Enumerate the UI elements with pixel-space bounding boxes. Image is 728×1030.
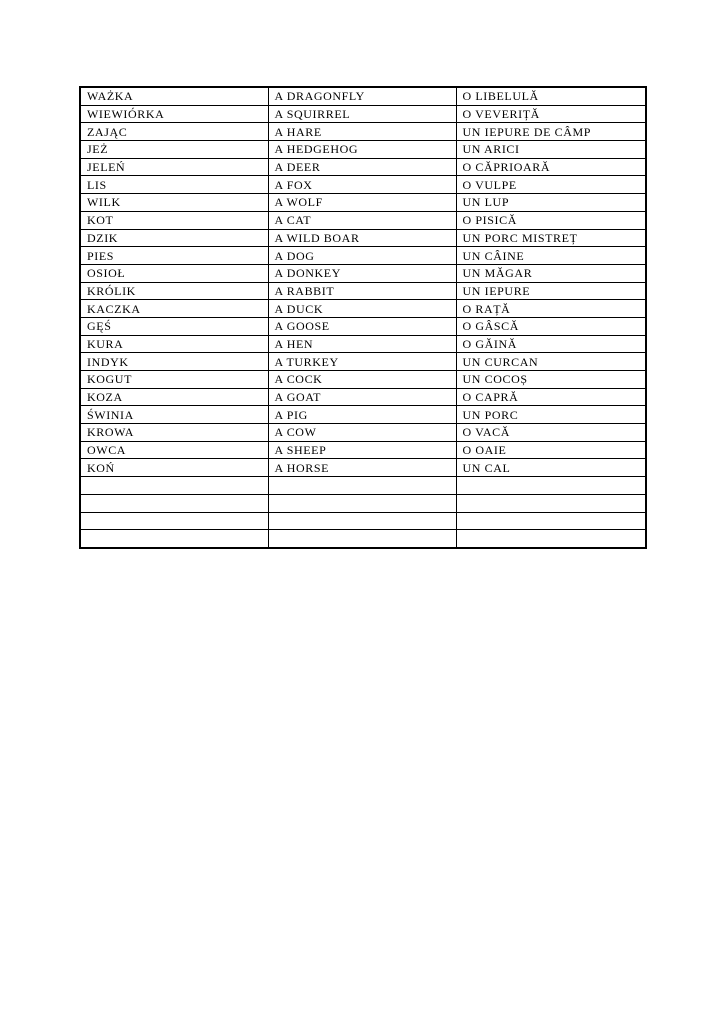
english-word-cell: A RABBIT bbox=[268, 282, 456, 300]
table-row bbox=[80, 176, 646, 194]
vocabulary-table-body bbox=[80, 87, 646, 548]
polish-word-cell: ŚWINIA bbox=[80, 406, 268, 424]
english-word-cell: A SHEEP bbox=[268, 441, 456, 459]
polish-word-cell: WIEWIÓRKA bbox=[80, 105, 268, 123]
romanian-word-cell: UN MĂGAR bbox=[456, 264, 646, 282]
polish-word-cell: JELEŃ bbox=[80, 158, 268, 176]
polish-word-cell bbox=[80, 477, 268, 495]
table-row bbox=[80, 247, 646, 265]
table-row bbox=[80, 123, 646, 141]
table-row bbox=[80, 441, 646, 459]
table-row bbox=[80, 371, 646, 389]
table-row bbox=[80, 282, 646, 300]
table-row bbox=[80, 87, 646, 105]
english-word-cell: A CAT bbox=[268, 211, 456, 229]
polish-word-cell: KOT bbox=[80, 211, 268, 229]
english-word-cell bbox=[268, 512, 456, 530]
romanian-word-cell: O LIBELULĂ bbox=[456, 87, 646, 105]
table-row bbox=[80, 424, 646, 442]
romanian-word-cell: UN CÂINE bbox=[456, 247, 646, 265]
english-word-cell: A SQUIRREL bbox=[268, 105, 456, 123]
table-row bbox=[80, 194, 646, 212]
polish-word-cell: KRÓLIK bbox=[80, 282, 268, 300]
romanian-word-cell: UN LUP bbox=[456, 194, 646, 212]
romanian-word-cell: O RAȚĂ bbox=[456, 300, 646, 318]
english-word-cell: A TURKEY bbox=[268, 353, 456, 371]
english-word-cell: A DEER bbox=[268, 158, 456, 176]
polish-word-cell: GĘŚ bbox=[80, 317, 268, 335]
romanian-word-cell: O CAPRĂ bbox=[456, 388, 646, 406]
romanian-word-cell: O GĂINĂ bbox=[456, 335, 646, 353]
table-row bbox=[80, 229, 646, 247]
table-row bbox=[80, 211, 646, 229]
romanian-word-cell: UN CAL bbox=[456, 459, 646, 477]
english-word-cell: A WILD BOAR bbox=[268, 229, 456, 247]
english-word-cell: A DONKEY bbox=[268, 264, 456, 282]
english-word-cell: A DUCK bbox=[268, 300, 456, 318]
english-word-cell: A HARE bbox=[268, 123, 456, 141]
table-row bbox=[80, 335, 646, 353]
table-row bbox=[80, 406, 646, 424]
english-word-cell bbox=[268, 477, 456, 495]
romanian-word-cell bbox=[456, 512, 646, 530]
romanian-word-cell: UN ARICI bbox=[456, 141, 646, 159]
english-word-cell: A GOOSE bbox=[268, 317, 456, 335]
english-word-cell: A PIG bbox=[268, 406, 456, 424]
english-word-cell: A DRAGONFLY bbox=[268, 87, 456, 105]
polish-word-cell: WAŻKA bbox=[80, 87, 268, 105]
english-word-cell: A FOX bbox=[268, 176, 456, 194]
table-row bbox=[80, 105, 646, 123]
polish-word-cell: KURA bbox=[80, 335, 268, 353]
romanian-word-cell: O VULPE bbox=[456, 176, 646, 194]
romanian-word-cell: O PISICĂ bbox=[456, 211, 646, 229]
romanian-word-cell: UN COCOȘ bbox=[456, 371, 646, 389]
romanian-word-cell: UN CURCAN bbox=[456, 353, 646, 371]
romanian-word-cell: UN PORC bbox=[456, 406, 646, 424]
english-word-cell: A COW bbox=[268, 424, 456, 442]
polish-word-cell: OWCA bbox=[80, 441, 268, 459]
english-word-cell: A COCK bbox=[268, 371, 456, 389]
romanian-word-cell: O OAIE bbox=[456, 441, 646, 459]
romanian-word-cell: O VEVERIȚĂ bbox=[456, 105, 646, 123]
table-row bbox=[80, 477, 646, 495]
table-row bbox=[80, 388, 646, 406]
romanian-word-cell bbox=[456, 530, 646, 548]
english-word-cell: A GOAT bbox=[268, 388, 456, 406]
english-word-cell: A HEN bbox=[268, 335, 456, 353]
polish-word-cell bbox=[80, 494, 268, 512]
romanian-word-cell: O VACĂ bbox=[456, 424, 646, 442]
polish-word-cell: KOGUT bbox=[80, 371, 268, 389]
english-word-cell bbox=[268, 530, 456, 548]
polish-word-cell: OSIOŁ bbox=[80, 264, 268, 282]
polish-word-cell: ZAJĄC bbox=[80, 123, 268, 141]
romanian-word-cell bbox=[456, 477, 646, 495]
polish-word-cell: KACZKA bbox=[80, 300, 268, 318]
polish-word-cell: LIS bbox=[80, 176, 268, 194]
table-row bbox=[80, 459, 646, 477]
romanian-word-cell: O CĂPRIOARĂ bbox=[456, 158, 646, 176]
romanian-word-cell bbox=[456, 494, 646, 512]
table-row bbox=[80, 300, 646, 318]
romanian-word-cell: UN IEPURE DE CÂMP bbox=[456, 123, 646, 141]
table-row bbox=[80, 494, 646, 512]
polish-word-cell: JEŻ bbox=[80, 141, 268, 159]
polish-word-cell bbox=[80, 512, 268, 530]
table-row bbox=[80, 512, 646, 530]
polish-word-cell bbox=[80, 530, 268, 548]
english-word-cell: A DOG bbox=[268, 247, 456, 265]
romanian-word-cell: UN IEPURE bbox=[456, 282, 646, 300]
polish-word-cell: KOZA bbox=[80, 388, 268, 406]
table-row bbox=[80, 530, 646, 548]
polish-word-cell: PIES bbox=[80, 247, 268, 265]
table-row bbox=[80, 264, 646, 282]
table-row bbox=[80, 317, 646, 335]
table-row bbox=[80, 353, 646, 371]
english-word-cell bbox=[268, 494, 456, 512]
romanian-word-cell: UN PORC MISTREȚ bbox=[456, 229, 646, 247]
english-word-cell: A WOLF bbox=[268, 194, 456, 212]
polish-word-cell: DZIK bbox=[80, 229, 268, 247]
vocabulary-table bbox=[79, 86, 647, 549]
polish-word-cell: INDYK bbox=[80, 353, 268, 371]
polish-word-cell: KOŃ bbox=[80, 459, 268, 477]
romanian-word-cell: O GÂSCĂ bbox=[456, 317, 646, 335]
table-row bbox=[80, 141, 646, 159]
polish-word-cell: WILK bbox=[80, 194, 268, 212]
table-row bbox=[80, 158, 646, 176]
english-word-cell: A HEDGEHOG bbox=[268, 141, 456, 159]
polish-word-cell: KROWA bbox=[80, 424, 268, 442]
english-word-cell: A HORSE bbox=[268, 459, 456, 477]
